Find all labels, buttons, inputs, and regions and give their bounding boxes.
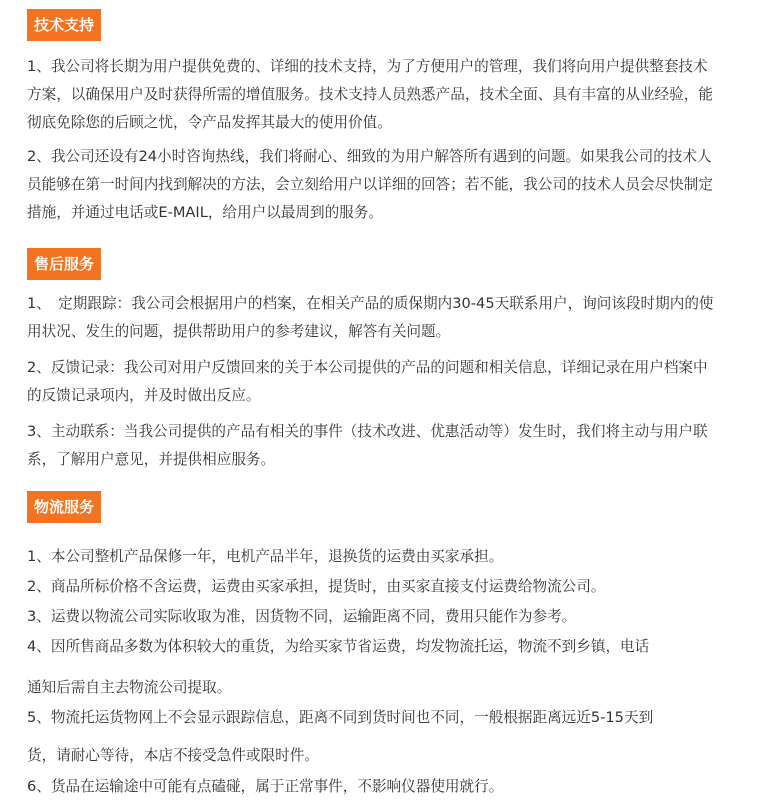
after-sales-paragraph-2: 2、反馈记录：我公司对用户反馈回来的关于本公司提供的产品的问题和相关信息，详细记录在用户档案中的反馈记录项内，并及时做出反应。 [27, 359, 708, 404]
logistics-line-4b: 通知后需自主去物流公司提取。 [27, 679, 232, 696]
tech-support-paragraph-1: 1、我公司将长期为用户提供免费的、详细的技术支持，为了方便用户的管理，我们将向用户提供整套技术方案，以确保用户及时获得所需的增值服务。技术支持人员熟悉产品，技术全面、具有丰富的从业经验，能彻底免除您的后顾之忧，令产品发挥其最大的使用价值。 [27, 58, 713, 131]
logistics-heading: 物流服务 [27, 491, 101, 523]
logistics-line-5b: 货，请耐心等待，本店不接受急件或限时件。 [27, 747, 319, 764]
tech-support-paragraph-2: 2、我公司还设有24小时咨询热线，我们将耐心、细致的为用户解答所有遇到的问题。如果我公司的技术人员能够在第一时间内找到解决的方法，会立刻给用户以详细的回答；若不能，我公司的技术人员会尽快制定措施，并通过电话或E-MAIL，给用户以最周到的服务。 [27, 148, 713, 221]
logistics-line-6: 6、货品在运输途中可能有点磕碰，属于正常事件，不影响仪器使用就行。 [27, 778, 504, 795]
after-sales-paragraph-3: 3、主动联系：当我公司提供的产品有相关的事件（技术改进、优惠活动等）发生时，我们将主动与用户联系，了解用户意见，并提供相应服务。 [27, 423, 708, 468]
logistics-line-2: 2、商品所标价格不含运费，运费由买家承担，提货时，由买家直接支付运费给物流公司。 [27, 578, 606, 595]
logistics-line-5a: 5、物流托运货物网上不会显示跟踪信息，距离不同到货时间也不同，一般根据距离远近5-15天到 [27, 709, 654, 726]
logistics-line-3: 3、运费以物流公司实际收取为准，因货物不同，运输距离不同，费用只能作为参考。 [27, 608, 577, 625]
after-sales-paragraph-1: 1、 定期跟踪：我公司会根据用户的档案，在相关产品的质保期内30-45天联系用户，询问该段时期内的使用状况、发生的问题，提供帮助用户的参考建议，解答有关问题。 [27, 295, 714, 340]
tech-support-heading: 技术支持 [27, 9, 101, 41]
after-sales-heading: 售后服务 [27, 248, 101, 280]
logistics-line-1: 1、本公司整机产品保修一年，电机产品半年，退换货的运费由买家承担。 [27, 548, 504, 565]
logistics-line-4a: 4、因所售商品多数为体积较大的重货，为给买家节省运费，均发物流托运，物流不到乡镇，电话 [27, 638, 650, 655]
